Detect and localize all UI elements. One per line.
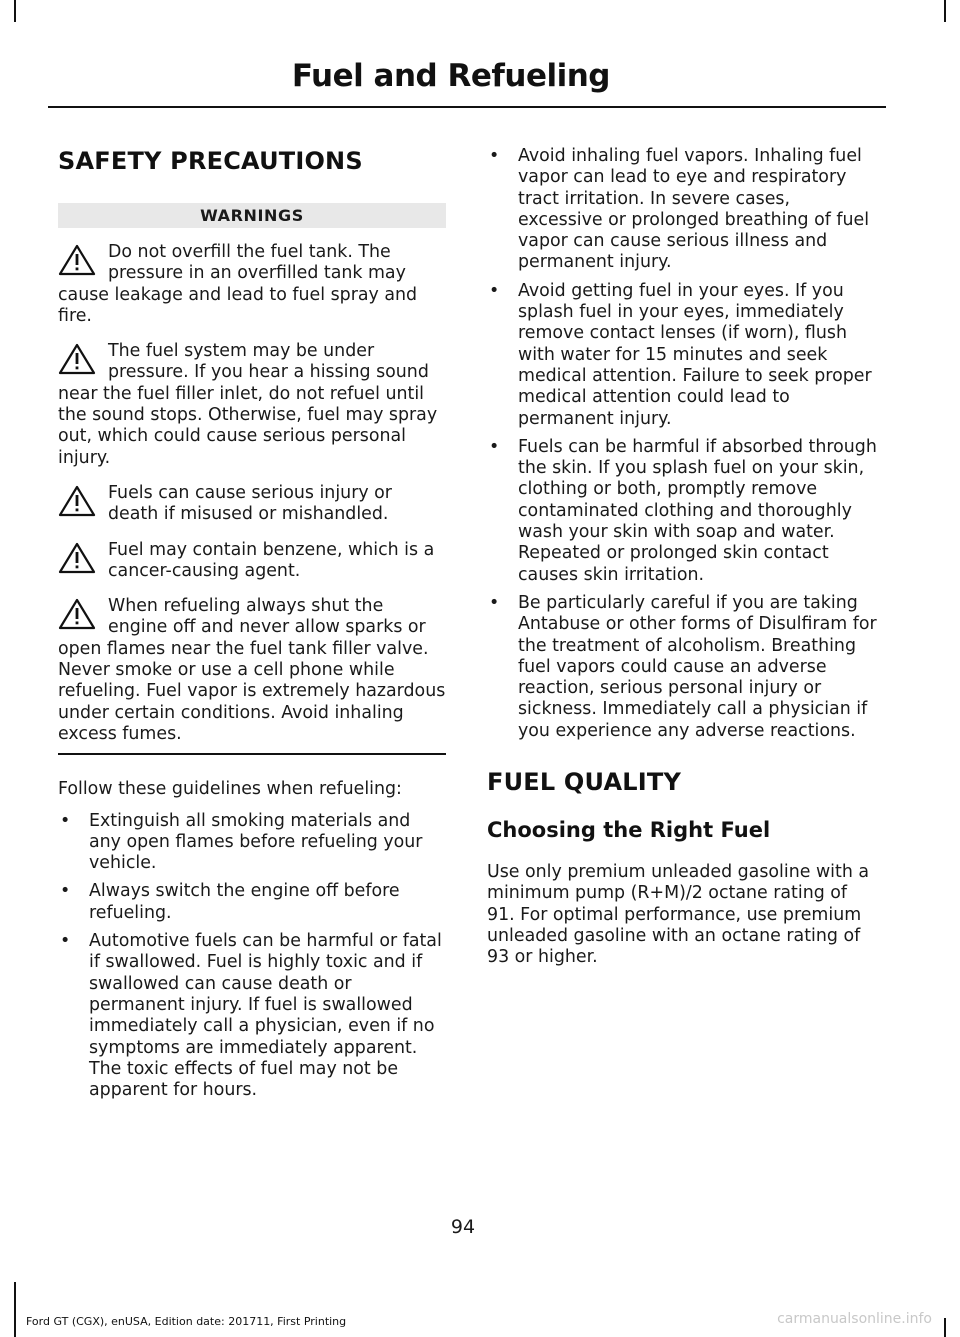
list-item-text: Avoid inhaling fuel vapors. Inhaling fuel vapor can lead to eye and respiratory tract irritation. In severe cases, excessive or prolonged breathing of fuel vapor can cause serious illness and permanent injury. <box>518 146 870 273</box>
bullet-mark: • <box>489 280 500 301</box>
list-item-text: Extinguish all smoking materials and any open flames before refueling your vehicle. <box>89 810 423 874</box>
warning-item <box>58 596 446 745</box>
page-number: 94 <box>450 1216 476 1238</box>
warning-item <box>58 540 446 583</box>
warning-item <box>58 242 446 327</box>
warning-triangle-icon <box>58 343 96 375</box>
warnings-box <box>58 203 446 755</box>
warning-text: Do not overfill the fuel tank. The pressure in an overfilled tank may cause leakage and lead to fuel spray and fire. <box>58 242 418 326</box>
warning-text: Fuel may contain benzene, which is a cancer-causing agent. <box>108 539 435 581</box>
crop-mark-top-right <box>944 0 946 22</box>
crop-mark-bottom-left <box>14 1282 16 1337</box>
warning-item <box>58 483 446 526</box>
left-column <box>58 145 446 1108</box>
list-item-text: Be particularly careful if you are taking Antabuse or other forms of Disulfiram for the treatment of alcoholism. Breathing fuel vapors could cause an adverse reaction, serious personal injury or sickness. Immediately call a physician if you experience any adverse reactions. <box>518 592 877 741</box>
bullet-mark: • <box>489 592 500 613</box>
list-item <box>58 881 446 924</box>
list-item-text: Always switch the engine off before refueling. <box>89 881 400 923</box>
warning-item <box>58 341 446 469</box>
subsection-title-right-fuel: Choosing the Right Fuel <box>487 818 771 843</box>
warning-text: When refueling always shut the engine off and never allow sparks or open flames near the fuel tank filler valve. Never smoke or use a cell phone while refueling. Fuel vapor is extremely hazardous under certain conditions. Avoid inhaling excess fumes. <box>58 596 446 744</box>
edition-footer: Ford GT (CGX), enUSA, Edition date: 201711, First Printing <box>26 1315 347 1328</box>
list-item <box>58 811 446 875</box>
warning-text: The fuel system may be under pressure. If you hear a hissing sound near the fuel filler inlet, do not refuel until the sound stops. Otherwise, fuel may spray out, which could cause serious personal injury. <box>58 341 438 468</box>
refueling-intro: Follow these guidelines when refueling: <box>58 779 402 800</box>
bullet-mark: • <box>489 436 500 457</box>
list-item <box>487 146 880 274</box>
refueling-guidelines-list <box>58 811 446 1102</box>
section-title-fuel-quality: FUEL QUALITY <box>487 768 682 797</box>
section-title-safety: SAFETY PRECAUTIONS <box>58 147 363 175</box>
bullet-mark: • <box>60 931 71 952</box>
header-rule <box>48 106 886 108</box>
warning-triangle-icon <box>58 598 96 630</box>
crop-mark-bottom-right <box>944 1318 946 1337</box>
list-item <box>487 281 880 430</box>
right-column <box>487 146 880 979</box>
bullet-mark: • <box>60 881 71 902</box>
warnings-heading: WARNINGS <box>58 203 446 228</box>
list-item-text: Automotive fuels can be harmful or fatal if swallowed. Fuel is highly toxic and if swallowed can cause death or permanent injury. If fuel is swallowed immediately call a physician, even if no symptoms are immediately apparent. The toxic effects of fuel may not be apparent for hours. <box>89 931 442 1101</box>
bullet-mark: • <box>489 146 500 166</box>
list-item-text: Fuels can be harmful if absorbed through the skin. If you splash fuel on your skin, clothing or both, promptly remove contaminated clothing and thoroughly wash your skin with soap and water. Repeated or prolonged skin contact causes skin irritation. <box>518 436 877 585</box>
warning-triangle-icon <box>58 485 96 517</box>
watermark: carmanualsonline.info <box>777 1311 932 1327</box>
bullet-mark: • <box>60 810 71 831</box>
list-item-text: Avoid getting fuel in your eyes. If you splash fuel in your eyes, immediately remove contact lenses (if worn), flush with water for 15 minutes and seek medical attention. Failure to seek proper medical attention could lead to permanent injury. <box>518 280 872 429</box>
list-item <box>487 593 880 742</box>
fuel-hazards-list <box>487 146 880 742</box>
warning-triangle-icon <box>58 244 96 276</box>
warning-triangle-icon <box>58 542 96 574</box>
page-header-title: Fuel and Refueling <box>291 58 610 94</box>
crop-mark-top-left <box>14 0 16 22</box>
warning-text: Fuels can cause serious injury or death if misused or mishandled. <box>108 482 392 525</box>
list-item <box>487 437 880 586</box>
fuel-quality-paragraph: Use only premium unleaded gasoline with a minimum pump (R+M)/2 octane rating of 91. For optimal performance, use premium unleaded gasoline with an octane rating of 93 or higher. <box>487 862 870 968</box>
list-item <box>58 931 446 1101</box>
